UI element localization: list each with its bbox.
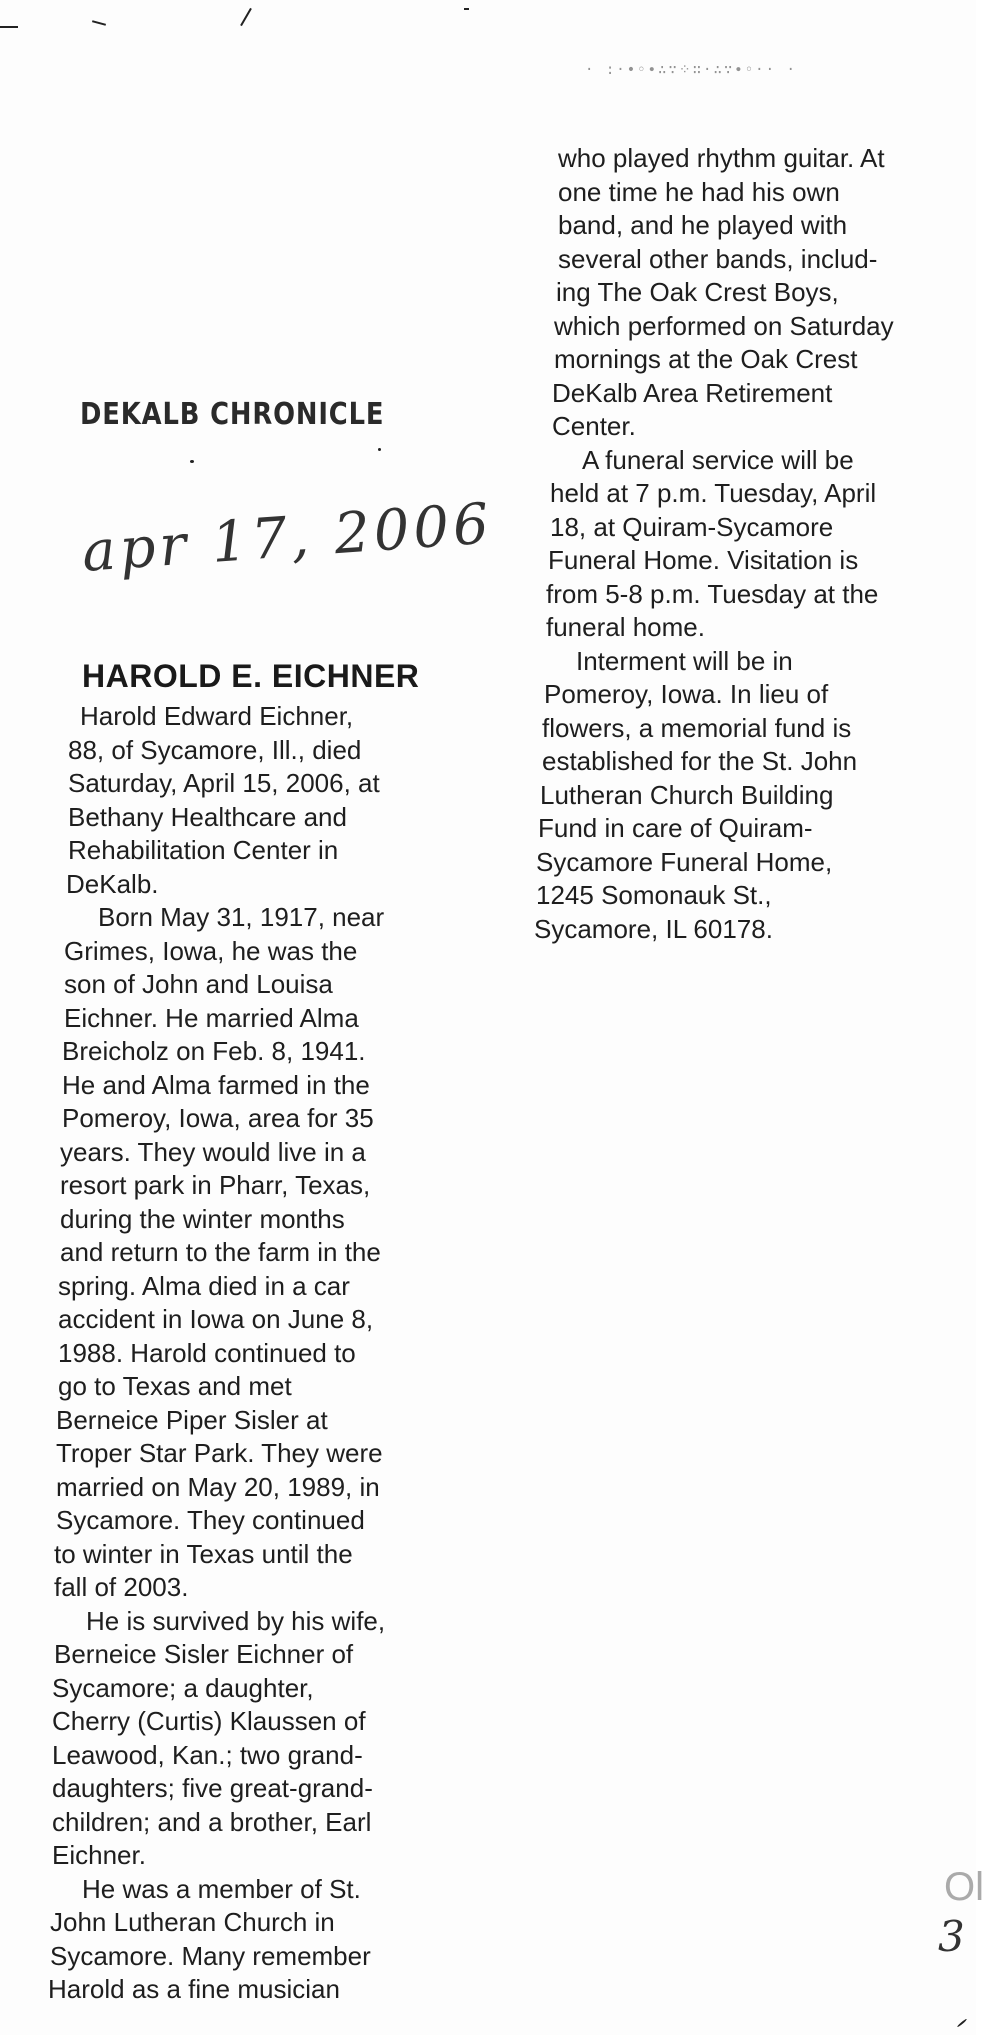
- text-line: DeKalb Area Retirement: [552, 377, 833, 408]
- text-line: 1245 Somonauk St.,: [536, 880, 772, 910]
- scan-speck: [957, 2018, 967, 2027]
- text-line: 1988. Harold continued to: [58, 1337, 356, 1368]
- scan-speck: [378, 448, 381, 451]
- text-line: funeral home.: [546, 612, 705, 642]
- text-line: daughters; five great-grand-: [52, 1773, 373, 1803]
- text-line: Eichner.: [52, 1840, 146, 1870]
- text-line: held at 7 p.m. Tuesday, April: [550, 478, 877, 508]
- text-line: Sycamore Funeral Home,: [536, 846, 833, 877]
- scan-speck: [190, 460, 194, 463]
- text-line: Born May 31, 1917, near: [98, 902, 385, 932]
- text-line: flowers, a memorial fund is: [542, 712, 852, 743]
- text-line: ing The Oak Crest Boys,: [556, 277, 839, 307]
- text-line: A funeral service will be: [582, 444, 854, 475]
- text-line: Center.: [552, 411, 636, 441]
- text-line: Sycamore, IL 60178.: [534, 913, 773, 944]
- text-line: and return to the farm in the: [60, 1237, 381, 1267]
- text-line: He and Alma farmed in the: [62, 1069, 370, 1100]
- text-line: DeKalb.: [66, 868, 159, 899]
- text-line: Berneice Piper Sisler at: [56, 1404, 328, 1435]
- text-line: Berneice Sisler Eichner of: [54, 1639, 354, 1669]
- text-line: He is survived by his wife,: [86, 1605, 386, 1636]
- obituary-column-right: [530, 142, 894, 946]
- text-line: Fund in care of Quiram-: [538, 813, 813, 843]
- text-line: Troper Star Park. They were: [56, 1438, 383, 1468]
- text-line: Sycamore; a daughter,: [52, 1672, 314, 1703]
- text-line: from 5-8 p.m. Tuesday at the: [546, 578, 879, 609]
- text-line: resort park in Pharr, Texas,: [60, 1170, 371, 1200]
- text-line: Cherry (Curtis) Klaussen of: [52, 1706, 366, 1736]
- corner-mark-top: Ol: [944, 1865, 984, 1909]
- text-line: Funeral Home. Visitation is: [548, 545, 859, 575]
- text-line: Bethany Healthcare and: [68, 801, 347, 832]
- text-line: Harold Edward Eichner,: [80, 701, 354, 731]
- scan-mark: [240, 8, 252, 26]
- text-line: 88, of Sycamore, Ill., died: [68, 734, 362, 765]
- text-line: son of John and Louisa: [64, 969, 333, 999]
- text-line: married on May 20, 1989, in: [56, 1471, 380, 1502]
- text-line: Leawood, Kan.; two grand-: [52, 1739, 363, 1770]
- text-line: accident in Iowa on June 8,: [58, 1304, 374, 1334]
- text-line: children; and a brother, Earl: [52, 1806, 372, 1837]
- text-line: He was a member of St.: [82, 1873, 361, 1904]
- text-line: Interment will be in: [576, 645, 793, 676]
- newspaper-source: DEKALB CHRONICLE: [80, 397, 385, 432]
- handwritten-date: apr 17, 2006: [80, 491, 495, 585]
- text-line: Saturday, April 15, 2006, at: [68, 768, 380, 798]
- text-line: during the winter months: [60, 1203, 345, 1234]
- obituary-column-left: [48, 700, 386, 2007]
- scan-mark: [92, 20, 106, 26]
- text-line: Lutheran Church Building: [540, 779, 834, 810]
- text-line: mornings at the Oak Crest: [554, 344, 858, 374]
- text-line: John Lutheran Church in: [50, 1907, 335, 1937]
- scan-smudge: · :·•◦∙∴∵⁘∷·∴∵∙◦·· ·: [585, 62, 797, 78]
- text-line: Sycamore. They continued: [56, 1505, 365, 1535]
- scan-mark: [464, 8, 469, 10]
- text-line: one time he had his own: [558, 176, 840, 207]
- obituary-headline: HAROLD E. EICHNER: [82, 658, 420, 694]
- text-line: Breicholz on Feb. 8, 1941.: [62, 1036, 366, 1066]
- text-line: Eichner. He married Alma: [64, 1002, 359, 1033]
- text-line: band, and he played with: [558, 210, 848, 240]
- scan-mark: [0, 26, 18, 28]
- text-line: which performed on Saturday: [554, 310, 894, 341]
- text-line: to winter in Texas until the: [54, 1538, 353, 1569]
- text-line: Harold as a fine musician: [48, 1974, 340, 2004]
- text-line: 18, at Quiram-Sycamore: [550, 511, 834, 542]
- text-line: Rehabilitation Center in: [68, 835, 339, 865]
- corner-mark-bottom: 3: [938, 1912, 965, 1961]
- text-line: Sycamore. Many remember: [50, 1940, 371, 1971]
- text-line: Pomeroy, Iowa, area for 35: [62, 1103, 374, 1133]
- text-line: spring. Alma died in a car: [58, 1270, 350, 1301]
- text-line: years. They would live in a: [60, 1136, 366, 1167]
- text-line: Pomeroy, Iowa. In lieu of: [544, 679, 829, 709]
- text-line: fall of 2003.: [54, 1572, 189, 1602]
- text-line: several other bands, includ-: [558, 243, 878, 274]
- text-line: who played rhythm guitar. At: [558, 143, 885, 173]
- text-line: Grimes, Iowa, he was the: [64, 935, 358, 966]
- text-line: established for the St. John: [542, 746, 858, 776]
- text-line: go to Texas and met: [58, 1371, 292, 1401]
